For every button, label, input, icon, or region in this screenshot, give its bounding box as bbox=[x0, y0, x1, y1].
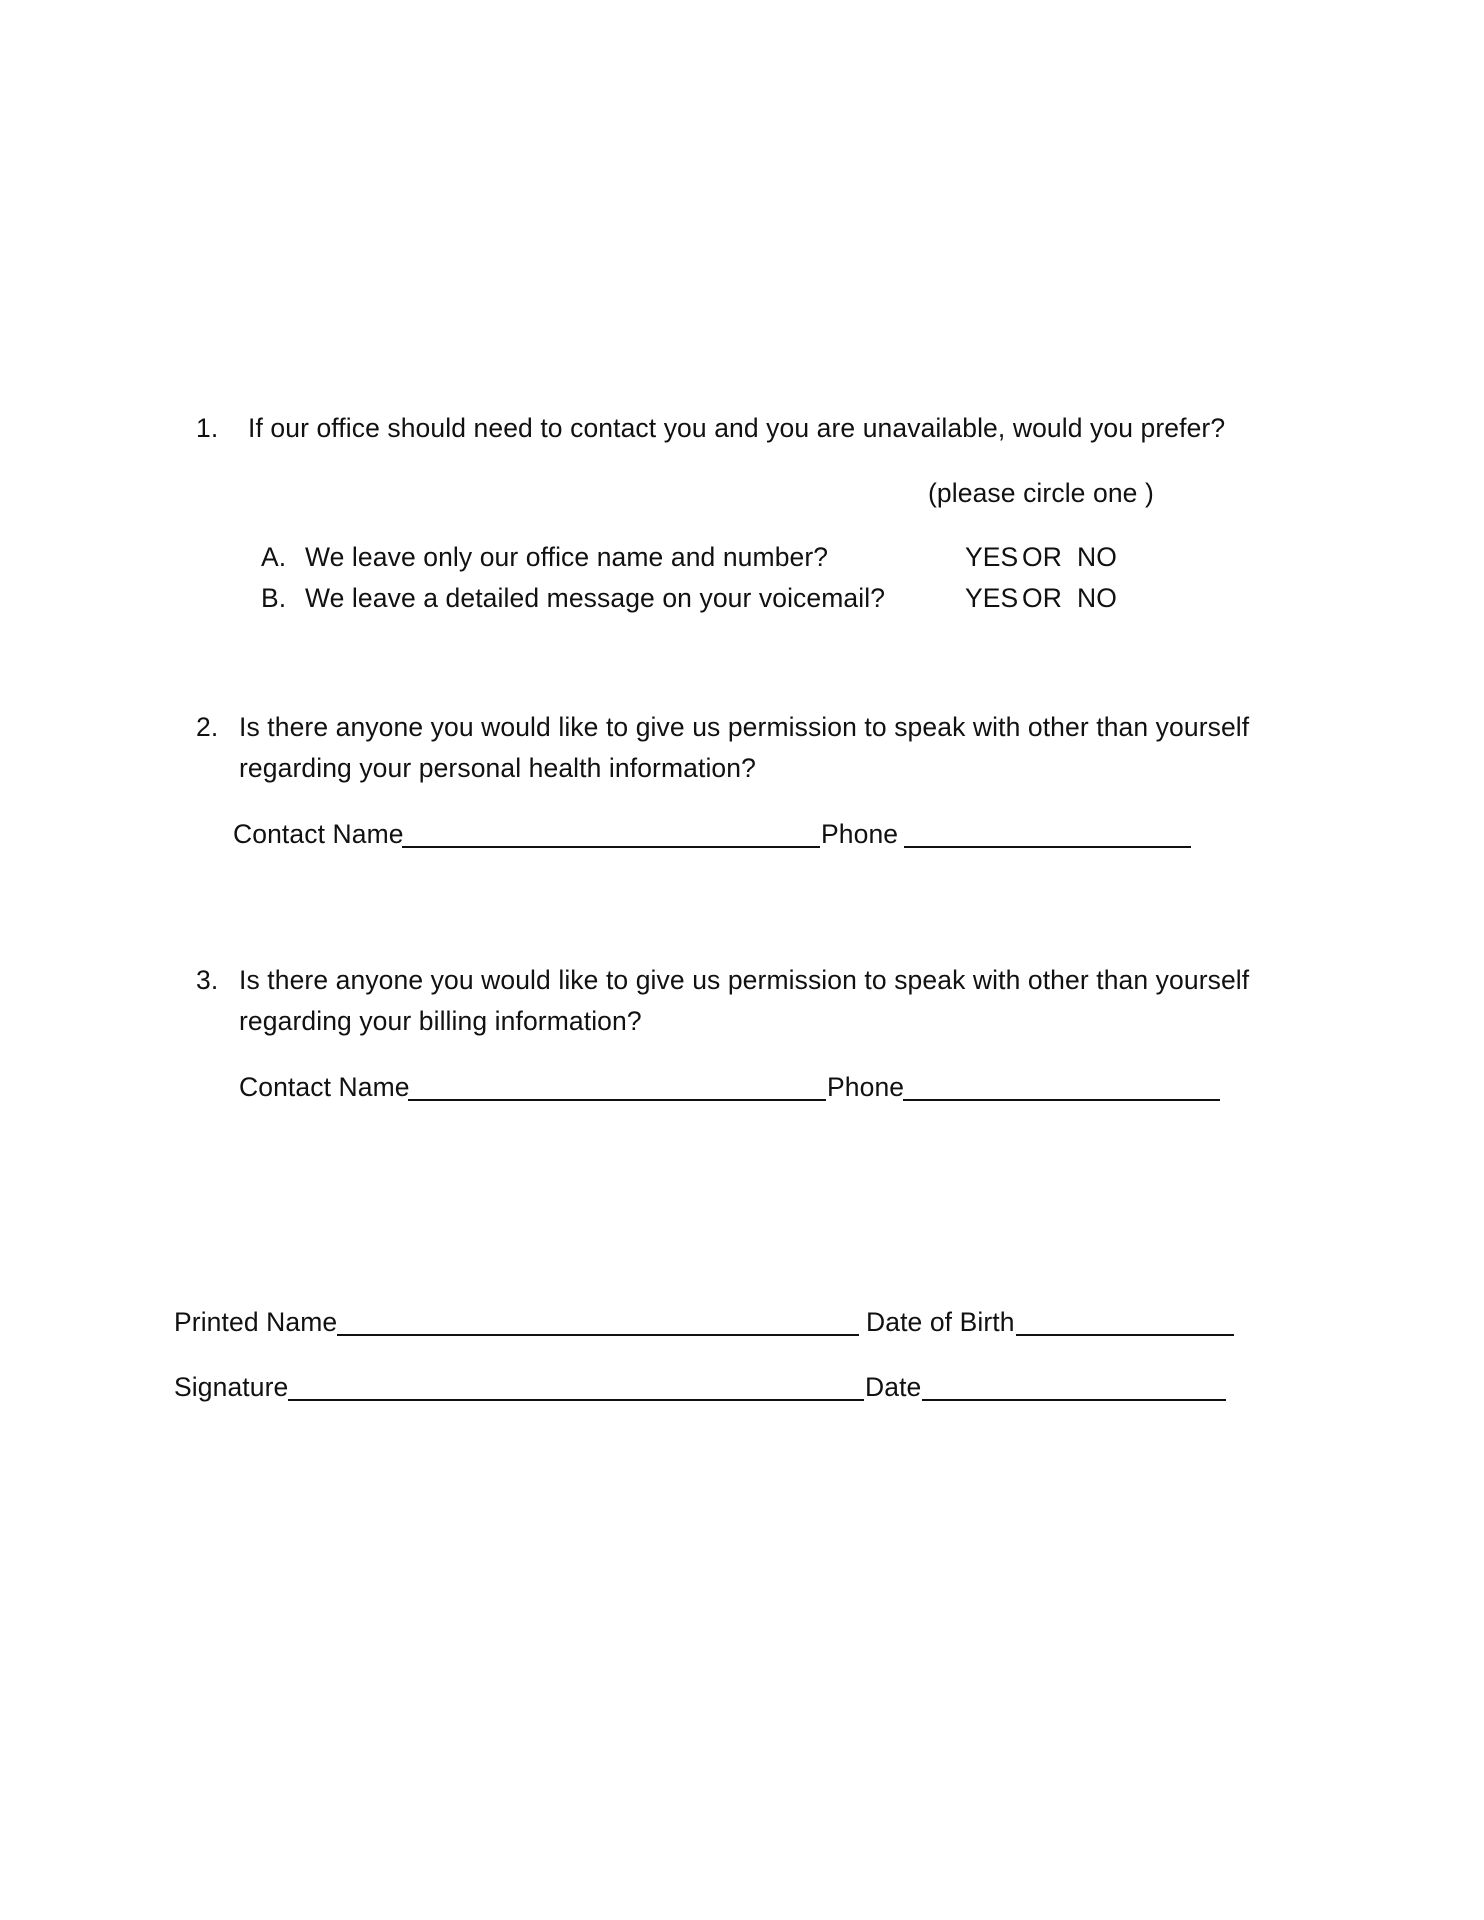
question-3-text-line-2: regarding your billing information? bbox=[239, 1006, 642, 1036]
question-2-phone-label: Phone bbox=[821, 819, 899, 849]
question-2-text-line-1: Is there anyone you would like to give us permission to speak with other than yourself bbox=[239, 712, 1250, 742]
option-b-yes[interactable]: YES bbox=[965, 583, 1019, 613]
question-3-number: 3. bbox=[196, 965, 219, 995]
question-1-number: 1. bbox=[196, 413, 219, 443]
question-3-contact-name-field[interactable] bbox=[408, 1099, 826, 1101]
option-b-letter: B. bbox=[261, 583, 287, 613]
signature-label: Signature bbox=[174, 1372, 289, 1402]
circle-one-instruction: (please circle one ) bbox=[928, 478, 1154, 508]
question-3-text-line-1: Is there anyone you would like to give us permission to speak with other than yourself bbox=[239, 965, 1250, 995]
question-2-contact-name-field[interactable] bbox=[402, 846, 820, 848]
option-a-no[interactable]: NO bbox=[1077, 542, 1117, 572]
question-3-phone-label: Phone bbox=[827, 1072, 905, 1102]
option-b-or: OR bbox=[1022, 583, 1062, 613]
date-label: Date bbox=[865, 1372, 922, 1402]
question-3-contact-name-label: Contact Name bbox=[239, 1072, 410, 1102]
option-a-yes[interactable]: YES bbox=[965, 542, 1019, 572]
signature-field[interactable] bbox=[288, 1399, 864, 1401]
question-2-contact-name-label: Contact Name bbox=[233, 819, 404, 849]
option-a-or: OR bbox=[1022, 542, 1062, 572]
date-field[interactable] bbox=[922, 1399, 1226, 1401]
printed-name-field[interactable] bbox=[337, 1334, 859, 1336]
printed-name-label: Printed Name bbox=[174, 1307, 338, 1337]
option-b-no[interactable]: NO bbox=[1077, 583, 1117, 613]
question-2-number: 2. bbox=[196, 712, 219, 742]
option-a-letter: A. bbox=[261, 542, 287, 572]
question-2-text-line-2: regarding your personal health information? bbox=[239, 753, 756, 783]
date-of-birth-field[interactable] bbox=[1016, 1334, 1234, 1336]
question-1-text: If our office should need to contact you and you are unavailable, would you prefer? bbox=[248, 413, 1226, 443]
date-of-birth-label: Date of Birth bbox=[866, 1307, 1015, 1337]
option-b-text: We leave a detailed message on your voicemail? bbox=[305, 583, 886, 613]
question-2-phone-field[interactable] bbox=[904, 846, 1191, 848]
question-3-phone-field[interactable] bbox=[903, 1099, 1220, 1101]
option-a-text: We leave only our office name and number? bbox=[305, 542, 829, 572]
